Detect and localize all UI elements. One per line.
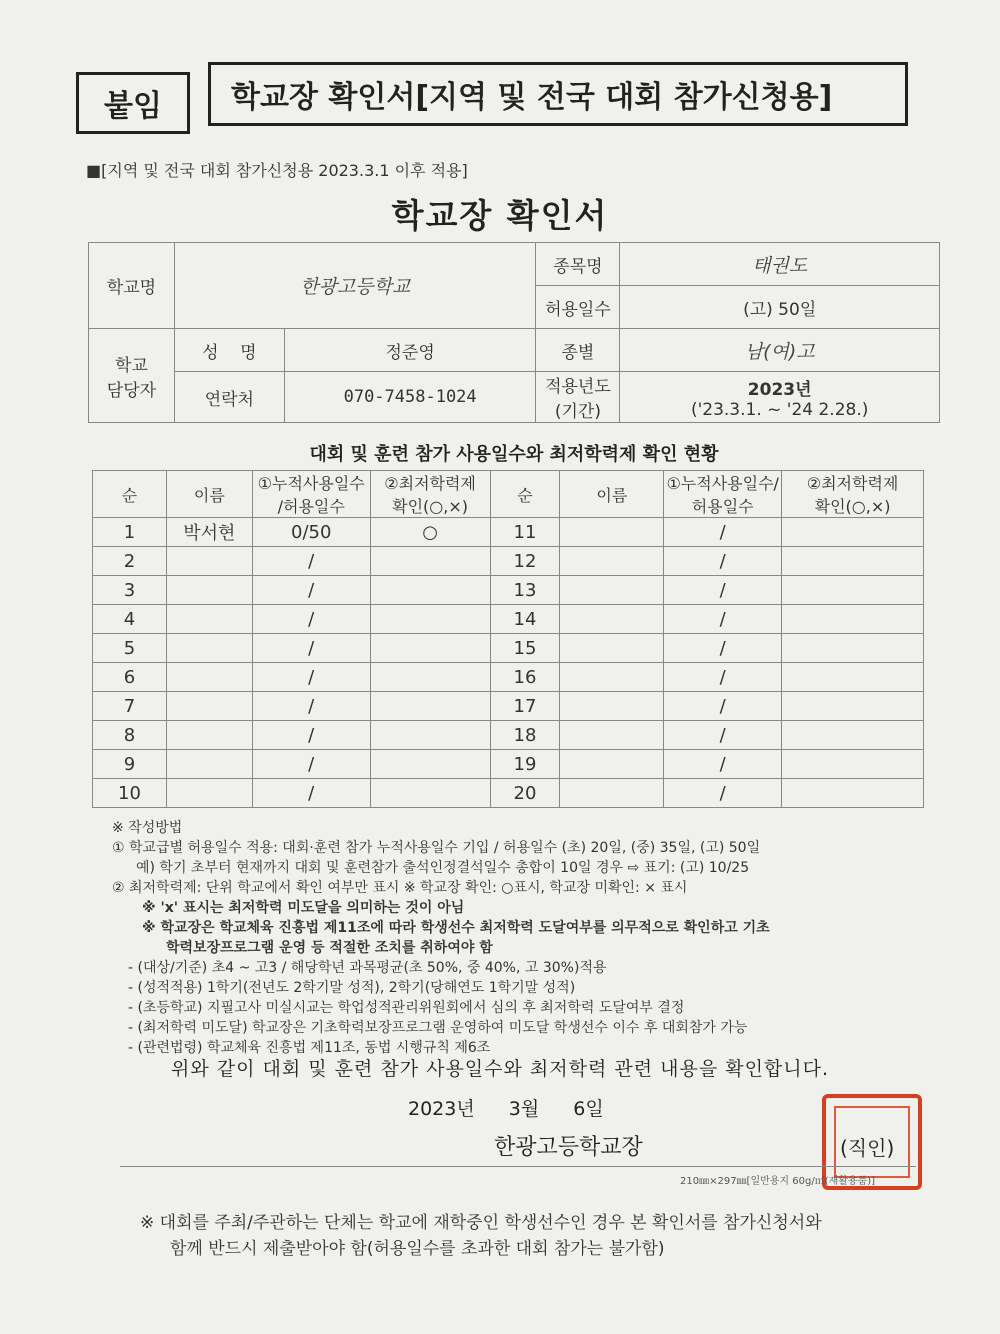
name-label: 성 명 [174,329,284,372]
cell-l-check [370,750,490,779]
cell-r-name [560,692,664,721]
cell-r-name [560,779,664,808]
table-row [93,518,924,547]
cell-l-seq: 6 [93,663,167,692]
cell-l-check [370,721,490,750]
gender-label: 종별 [536,329,620,372]
table-row [93,721,924,750]
header-days: ①누적사용일수 /허용일수 [252,471,370,518]
notes [112,818,912,1058]
cell-r-check [782,721,924,750]
header-name: 이름 [166,471,252,518]
section-title: 대회 및 훈련 참가 사용일수와 최저학력제 확인 현황 [309,444,719,465]
table-row [93,576,924,605]
cell-r-seq: 12 [490,547,560,576]
event-value: 태권도 [620,243,940,286]
cell-l-check [370,663,490,692]
cell-l-days: / [252,721,370,750]
cell-r-check [782,634,924,663]
note-line: - (성적적용) 1학기(전년도 2학기말 성적), 2학기(당해연도 1학기말 성적) [128,980,576,996]
cell-r-days: / [664,547,782,576]
cell-l-name [166,750,252,779]
principal-name: 한광고등학교장 [494,1135,643,1160]
cell-l-days: / [252,605,370,634]
cell-r-check [782,692,924,721]
attachment-label: 붙임 [76,72,190,134]
table-row [93,605,924,634]
table-row [93,692,924,721]
cell-l-check [370,634,490,663]
cell-r-name [560,547,664,576]
cell-r-seq: 19 [490,750,560,779]
cell-r-check [782,576,924,605]
page-title: 학교장 확인서 [391,196,609,235]
footer-line-1: ※ 대회를 주최/주관하는 단체는 학교에 재학중인 학생선수인 경우 본 확인서를 참가신청서와 [140,1213,822,1233]
cell-l-days: / [252,663,370,692]
paper-spec: 210㎜×297㎜[일반용지 60g/㎡(재활용품)] [680,1176,876,1187]
cell-r-check [782,547,924,576]
cell-r-days: / [664,605,782,634]
cell-l-name [166,634,252,663]
cell-l-seq: 5 [93,634,167,663]
note-line: - (초등학교) 지필고사 미실시교는 학업성적관리위원회에서 심의 후 최저학력 도달여부 결정 [128,1000,685,1016]
allowed-days-value: (고) 50일 [620,286,940,329]
cell-l-name [166,779,252,808]
school-label: 학교명 [89,243,175,329]
header-check-right: ②최저학력제 확인(○,×) [782,471,924,518]
note-line: ① 학교급별 허용일수 적용: 대회·훈련 참가 누적사용일수 기입 / 허용일수 (초) 20일, (중) 35일, (고) 50일 [112,840,761,856]
header-days-right: ①누적사용일수/ 허용일수 [664,471,782,518]
allowed-days-label: 허용일수 [536,286,620,329]
cell-l-seq: 9 [93,750,167,779]
cell-r-days: / [664,721,782,750]
cell-l-seq: 1 [93,518,167,547]
header-name-right: 이름 [560,471,664,518]
info-table [88,242,940,423]
name-value: 정준영 [284,329,536,372]
year-cell [620,372,940,423]
cell-r-days: / [664,692,782,721]
year-value: 2023년 [747,379,812,400]
cell-l-days: / [252,692,370,721]
note-line: - (최저학력 미도달) 학교장은 기초학력보장프로그램 운영하여 미도달 학생선수 이수 후 대회참가 가능 [128,1020,748,1036]
note-line: ※ 학교장은 학교체육 진흥법 제11조에 따라 학생선수 최저학력 도달여부를 의무적으로 확인하고 기초 [142,920,770,936]
cell-l-name [166,576,252,605]
cell-r-name [560,576,664,605]
cell-l-days: / [252,750,370,779]
period-value: ('23.3.1. ~ '24 2.28.) [690,399,869,420]
header-seq-right: 순 [490,471,560,518]
footer-line-2: 함께 반드시 제출받아야 함(허용일수를 초과한 대회 참가는 불가함) [170,1239,665,1259]
cell-r-name [560,721,664,750]
cell-r-check [782,518,924,547]
date [408,1094,632,1121]
cell-r-days: / [664,634,782,663]
cell-l-name [166,547,252,576]
cell-r-days: / [664,750,782,779]
cell-l-days: / [252,576,370,605]
cell-l-check: ○ [370,518,490,547]
cell-l-name [166,605,252,634]
cell-r-name [560,750,664,779]
footer-note [140,1210,920,1262]
subtitle: ■[지역 및 전국 대회 참가신청용 2023.3.1 이후 적용] [86,161,468,180]
cell-r-check [782,663,924,692]
cell-l-check [370,605,490,634]
header-seq: 순 [93,471,167,518]
cell-r-name [560,663,664,692]
date-year: 2023년 [408,1098,475,1120]
note-line: - (관련법령) 학교체육 진흥법 제11조, 동법 시행규칙 제6조 [128,1040,491,1056]
header-check: ②최저학력제 확인(○,×) [370,471,490,518]
table-row [93,547,924,576]
records-table [92,470,924,808]
cell-l-check [370,692,490,721]
cell-r-days: / [664,779,782,808]
note-line: - (대상/기준) 초4 ~ 고3 / 해당학년 과목평균(초 50%, 중 40%, 고 30%)적용 [128,960,607,976]
note-line: ※ 작성방법 [112,820,183,836]
seal-label: (직인) [840,1136,895,1160]
phone-value: 070-7458-1024 [284,372,536,423]
date-month: 3월 [508,1098,540,1120]
cell-l-seq: 3 [93,576,167,605]
cell-l-seq: 8 [93,721,167,750]
cell-l-seq: 2 [93,547,167,576]
cell-l-days: / [252,547,370,576]
gender-value: 남(여)고 [620,329,940,372]
cell-r-name [560,518,664,547]
event-label: 종목명 [536,243,620,286]
cell-l-seq: 4 [93,605,167,634]
note-line: ② 최저학력제: 단위 학교에서 확인 여부만 표시 ※ 학교장 확인: ○표시, 학교장 미확인: × 표시 [112,880,688,896]
cell-r-seq: 16 [490,663,560,692]
note-line: 학력보장프로그램 운영 등 적절한 조치를 취하여야 함 [166,940,493,956]
divider [120,1166,916,1167]
confirm-statement: 위와 같이 대회 및 훈련 참가 사용일수와 최저학력 관련 내용을 확인합니다. [170,1058,830,1080]
cell-l-name: 박서현 [166,518,252,547]
cell-r-check [782,605,924,634]
cell-r-days: / [664,576,782,605]
cell-r-seq: 20 [490,779,560,808]
cell-r-seq: 14 [490,605,560,634]
cell-l-name [166,692,252,721]
cell-r-seq: 13 [490,576,560,605]
cell-r-days: / [664,518,782,547]
cell-r-name [560,634,664,663]
year-label: 적용년도 (기간) [536,372,620,423]
note-line: ※ 'x' 표시는 최저학력 미도달을 의미하는 것이 아님 [142,900,465,916]
document-heading: 학교장 확인서[지역 및 전국 대회 참가신청용] [208,62,908,126]
cell-l-days: / [252,634,370,663]
cell-r-name [560,605,664,634]
cell-r-seq: 11 [490,518,560,547]
contact-label: 학교 담당자 [89,329,175,423]
note-line: 예) 학기 초부터 현재까지 대회 및 훈련참가 출석인정결석일수 총합이 10일 경우 ⇨ 표기: (고) 10/25 [136,860,750,876]
cell-l-name [166,721,252,750]
cell-r-seq: 18 [490,721,560,750]
cell-l-check [370,576,490,605]
cell-l-days: 0/50 [252,518,370,547]
table-row [93,663,924,692]
cell-l-seq: 7 [93,692,167,721]
table-row [93,779,924,808]
cell-l-name [166,663,252,692]
school-value: 한광고등학교 [174,243,536,329]
cell-r-check [782,750,924,779]
cell-l-seq: 10 [93,779,167,808]
cell-l-days: / [252,779,370,808]
phone-label: 연락처 [174,372,284,423]
cell-r-days: / [664,663,782,692]
table-row [93,750,924,779]
cell-r-check [782,779,924,808]
date-day: 6일 [573,1098,604,1120]
cell-r-seq: 17 [490,692,560,721]
table-row [93,634,924,663]
cell-l-check [370,547,490,576]
cell-l-check [370,779,490,808]
cell-r-seq: 15 [490,634,560,663]
